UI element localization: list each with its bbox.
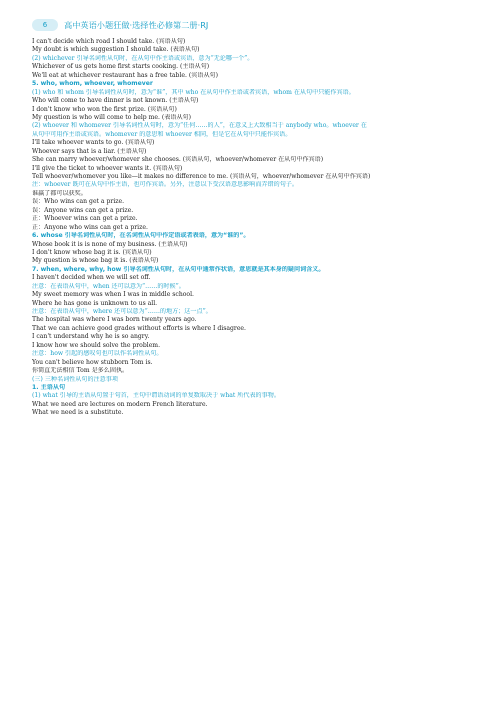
example-sentence: 谁赢了都可以获奖。 [32, 189, 87, 197]
note-line: (1) what 引导的主语从句置于句首，主句中谓语动词的单复数取决于 what 所代表的事物。 [32, 392, 280, 400]
example-sentence: 误：Anyone wins can get a prize. [32, 206, 134, 214]
example-sentence: Whoever says that is a liar. (主语从句) [32, 147, 147, 155]
note-line: (1) who 和 whom 引导名词性从句时，意为“谁”，其中 who 在从句中作主语或者宾语，whom 在从句中只能作宾语。 [32, 88, 355, 96]
example-sentence: I can't decide which road I should take. (宾语从句) [32, 38, 186, 45]
example-sentence: 误：Who wins can get a prize. [32, 198, 125, 206]
note-line: 注意：how 引起的感叹句也可以作名词性从句。 [32, 350, 163, 358]
example-sentence: The hospital was where I was born twenty years ago. [32, 316, 197, 324]
example-sentence: I'll give the ticket to whoever wants it. (宾语从句) [32, 164, 183, 172]
example-sentence: That we can achieve good grades without efforts is where I disagree. [32, 324, 246, 332]
example-sentence: I can't understand why he is so angry. [32, 333, 150, 341]
note-line: (2) whichever 引导名词性从句时，在从句中作主语或宾语，意为“无论哪一个”。 [32, 54, 254, 62]
example-sentence: She can marry whoever/whomever she chooses. (宾语从句，whoever/whomever 在从句中作宾语) [32, 156, 324, 164]
note-line: 注意：在表语从句中，when 还可以意为“……的时候”。 [32, 282, 185, 290]
example-sentence: Whose book it is is none of my business. (主语从句) [32, 240, 188, 248]
example-sentence: My sweet memory was when I was in middle school. [32, 291, 194, 299]
example-sentence: What we need are lectures on modern French literature. [32, 400, 208, 408]
example-sentence: Whichever of us gets home first starts cooking. (主语从句) [32, 63, 210, 71]
example-sentence: 正：Whoever wins can get a prize. [32, 215, 138, 223]
example-sentence: I haven't decided when we will set off. [32, 274, 151, 282]
example-sentence: My doubt is which suggestion I should take. (表语从句) [32, 46, 200, 54]
note-line: 注：whoever 既可在从句中作主语，也可作宾语。另外，注意以下受汉语意思影响而弄错的句子。 [32, 181, 298, 189]
example-sentence: My question is who will come to help me. (表语从句) [32, 113, 192, 121]
example-sentence: Tell whoever/whomever you like—it makes no difference to me. (宾语从句，whoever/whomever 在从句中作宾语) [32, 173, 371, 180]
note-line: (2) whoever 和 whomever 引导名词性从句时，意为“任何……的人”，在意义上大致相当于 anybody who。whoever 在 [32, 122, 367, 130]
section-heading: (三) 三种名词性从句的注意事项 [32, 375, 118, 383]
example-sentence: I don't know who won the first prize. (宾语从句) [32, 105, 177, 113]
example-sentence: I don't know whose bag it is. (宾语从句) [32, 248, 152, 256]
example-sentence: Who will come to have dinner is not known. (主语从句) [32, 97, 199, 105]
note-line: 注意：在表语从句中，where 还可以意为“……的地方；这一点”。 [32, 308, 212, 315]
example-sentence: You can't believe how stubborn Tom is. [32, 358, 153, 366]
example-sentence: 你简直无法相信 Tom 是多么固执。 [32, 367, 129, 375]
example-sentence: I'll take whoever wants to go. (宾语从句) [32, 139, 155, 147]
section-heading: 5. who, whom, whoever, whomever [32, 80, 153, 88]
section-heading: 7. when, where, why, how 引导名词性从句时，在从句中通常作状语，意思就是其本身的疑问词含义。 [32, 265, 325, 273]
example-sentence: I know how we should solve the problem. [32, 341, 161, 349]
page-number-badge: 6 [32, 19, 58, 31]
section-heading: 1. 主语从句 [32, 383, 66, 391]
example-sentence: 正：Anyone who wins can get a prize. [32, 223, 148, 231]
page-header [32, 18, 452, 32]
section-heading: 6. whose 引导名词性从句时，在名词性从句中作定语或者表语，意为“谁的”。 [32, 232, 250, 240]
example-sentence: My question is whose bag it is. (表语从句) [32, 257, 159, 265]
example-sentence: We'll eat at whichever restaurant has a free table. (宾语从句) [32, 71, 219, 79]
book-title: 高中英语小题狂做·选择性必修第二册·RJ [64, 19, 209, 30]
note-line: 从句中可用作主语或宾语。whomever 的意思和 whoever 相同，但是它在从句中只能作宾语。 [32, 130, 292, 138]
example-sentence: Where he has gone is unknown to us all. [32, 299, 158, 307]
example-sentence: What we need is a substitute. [32, 409, 124, 417]
document-body [32, 38, 452, 418]
